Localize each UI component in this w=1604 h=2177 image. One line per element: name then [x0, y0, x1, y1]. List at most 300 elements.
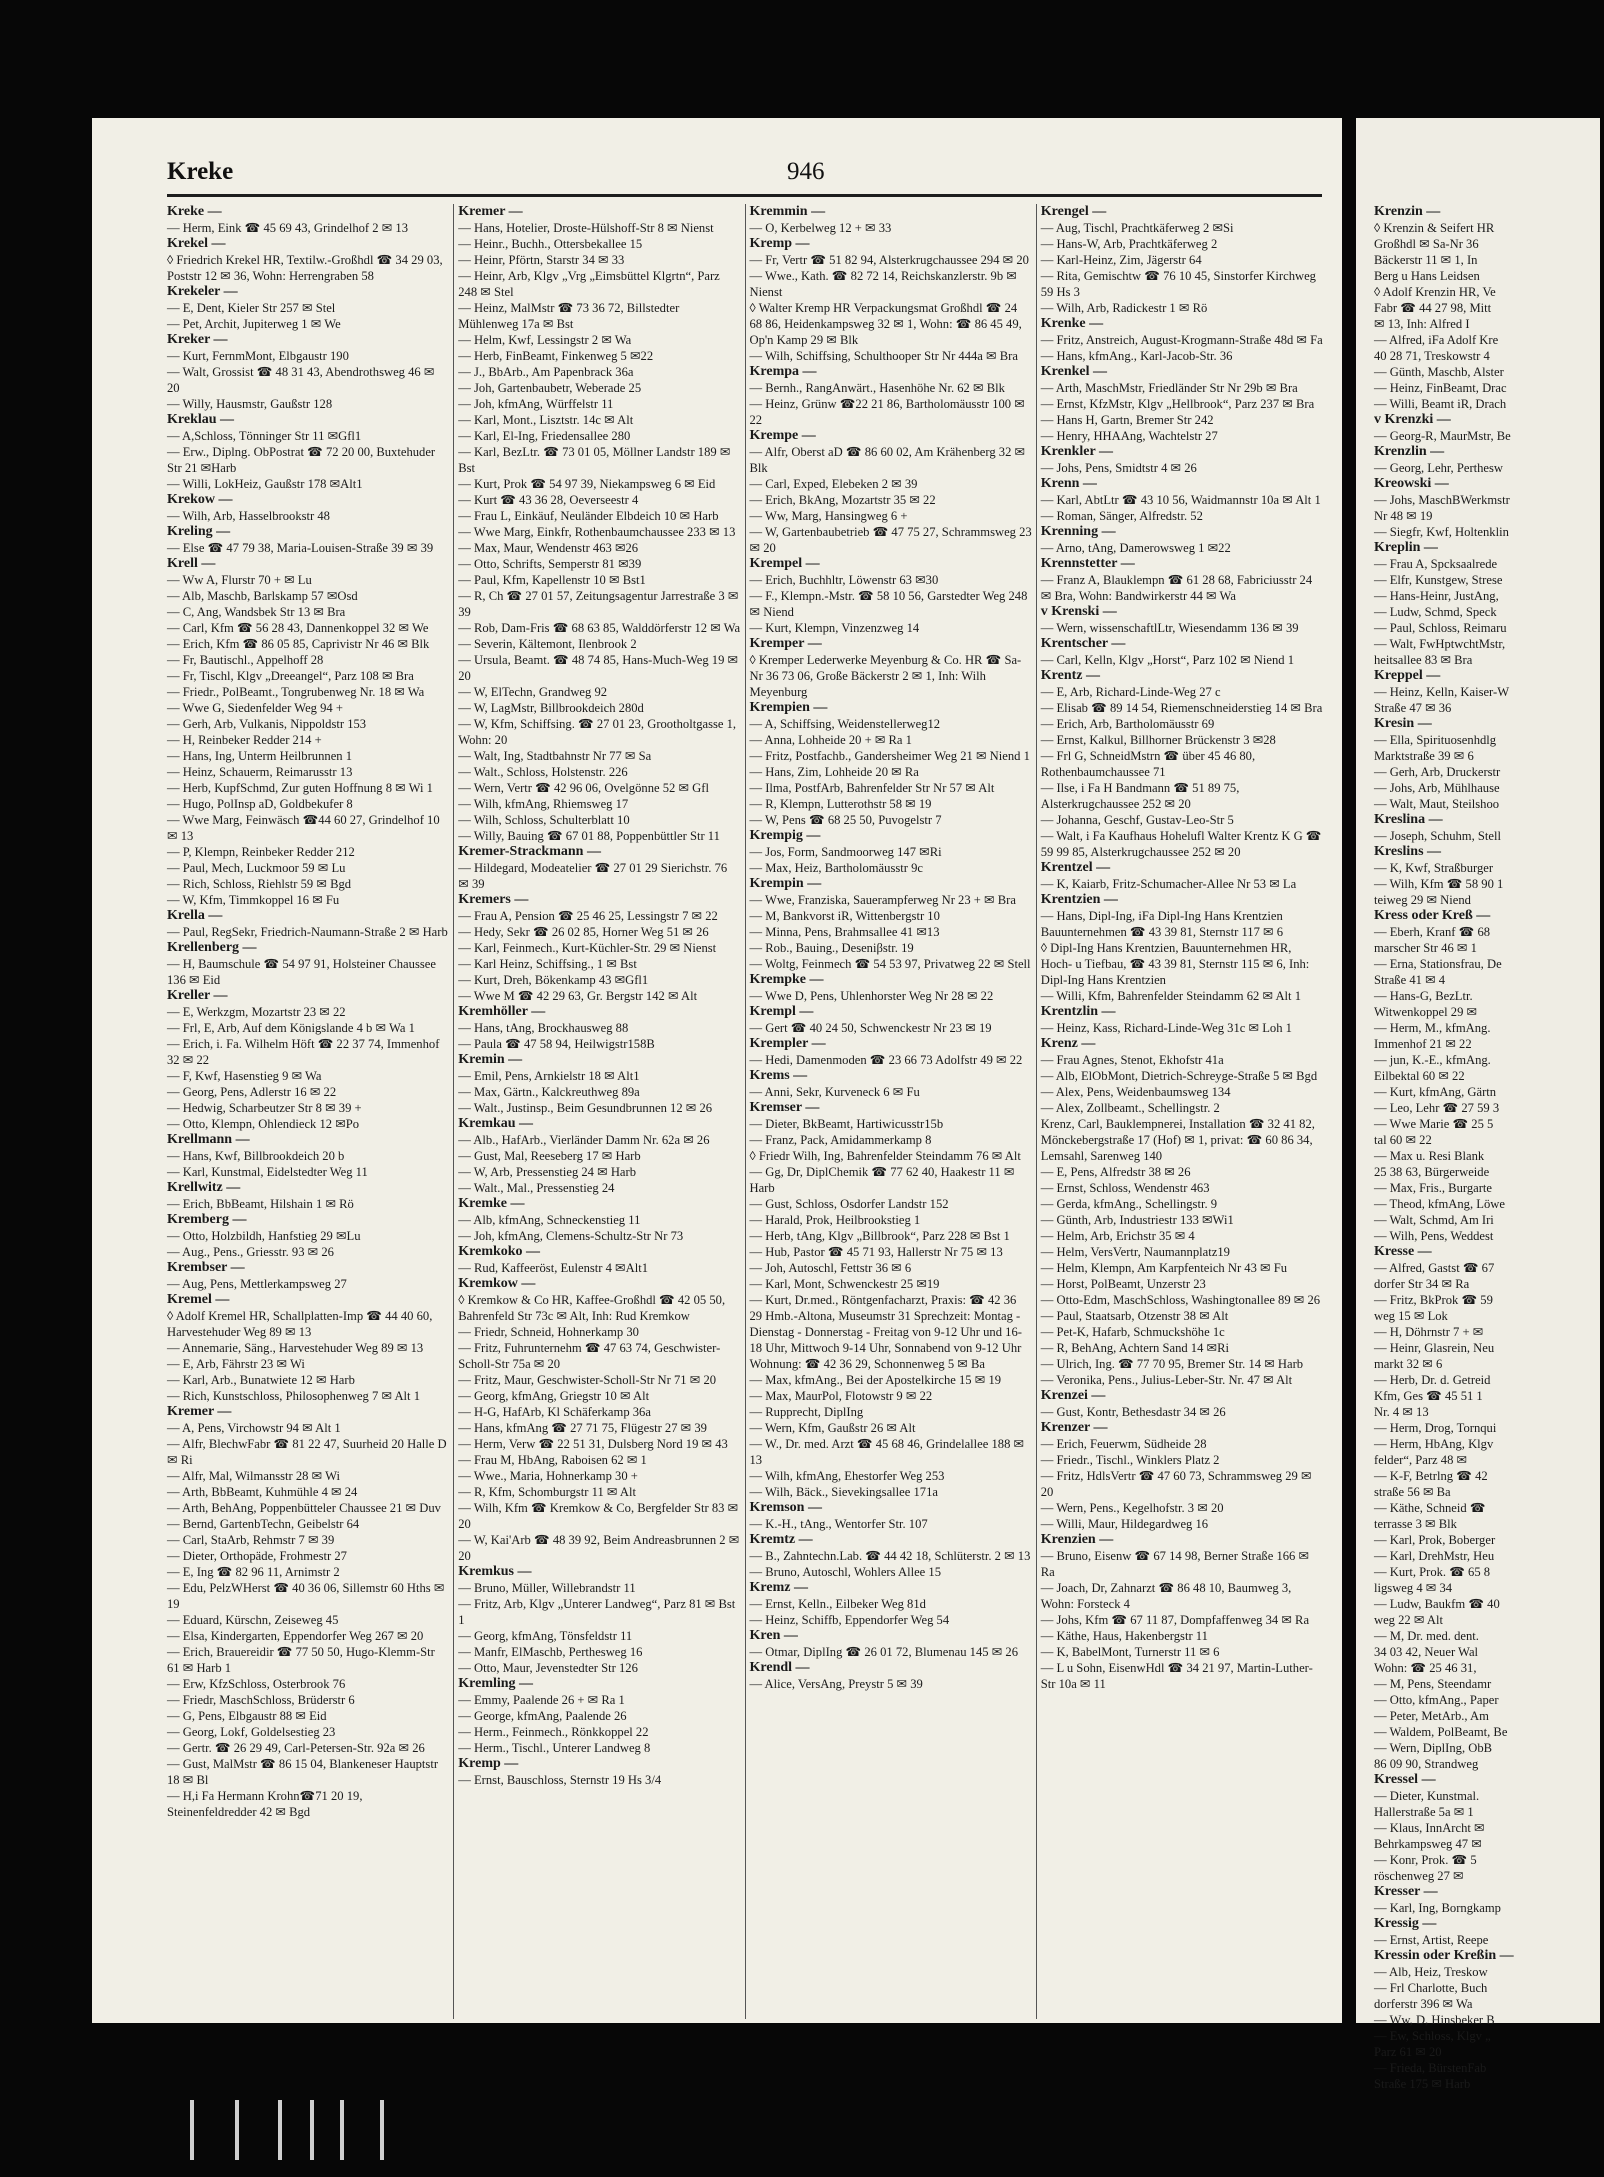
- directory-entry: ◊ Kremper Lederwerke Meyenburg & Co. HR ☎ Sa-Nr 36 73 06, Große Bäckerstr 2 ✉ 1, Inh: Wilh Meyenburg: [749, 653, 1022, 699]
- directory-entry: — Paul, RegSekr, Friedrich-Naumann-Straße 2 ✉ Harb: [167, 925, 448, 939]
- directory-entry: — Rich, Schloss, Riehlstr 59 ✉ Bgd: [167, 877, 352, 891]
- directory-entry: — Klaus, InnArcht ✉: [1374, 1821, 1485, 1835]
- directory-entry: Kremser —: [749, 1100, 820, 1115]
- directory-entry: Krellmann —: [167, 1132, 250, 1147]
- directory-entry: — Frau M, HbAng, Raboisen 62 ✉ 1: [458, 1453, 647, 1467]
- directory-entry: Kreplin —: [1374, 540, 1438, 555]
- directory-entry: — Max, MaurPol, Flotowstr 9 ✉ 22: [749, 1389, 933, 1403]
- directory-entry: — Joseph, Schuhm, Stell: [1374, 829, 1501, 843]
- directory-entry: — Alb, kfmAng, Schneckenstieg 11: [458, 1213, 641, 1227]
- directory-entry: Kreslins —: [1374, 844, 1442, 859]
- directory-entry: — Karl, AbtLtr ☎ 43 10 56, Waidmannstr 10a ✉ Alt 1: [1040, 493, 1321, 507]
- directory-entry: — Max, Maur, Wendenstr 463 ✉26: [458, 541, 639, 555]
- directory-entry: — Paul, Staatsarb, Otzenstr 38 ✉ Alt: [1040, 1309, 1229, 1323]
- directory-entry: — Alb, Heiz, Treskow: [1374, 1965, 1488, 1979]
- directory-entry: — E, Ing ☎ 82 96 11, Arnimstr 2: [167, 1565, 340, 1579]
- directory-entry: Kreling —: [167, 524, 231, 539]
- directory-entry: Kfm, Ges ☎ 45 51 1: [1374, 1389, 1483, 1403]
- directory-entry: — Eberh, Kranf ☎ 68: [1374, 925, 1491, 939]
- directory-entry: — Heinr, Arb, Klgv „Vrg „Eimsbüttel Klgrtn“, Parz 248 ✉ Stel: [458, 269, 720, 299]
- directory-entry: — W, Kfm, Timmkoppel 16 ✉ Fu: [167, 893, 340, 907]
- directory-entry: Krenn —: [1040, 476, 1097, 491]
- directory-entry: — Henry, HHAAng, Wachtelstr 27: [1040, 429, 1218, 443]
- directory-entry: Kresser —: [1374, 1884, 1438, 1899]
- directory-entry: Krenz, Carl, Bauklempnerei, Installation ☎ 32 41 82, Mönckebergstraße 17 (Hof) ✉ 1, privat: ☎ 60 86 34, Lemsahl, Sarenweg 140: [1040, 1117, 1315, 1163]
- directory-entry: — Arth, MaschMstr, Friedländer Str Nr 29b ✉ Bra: [1040, 381, 1298, 395]
- directory-entry: v Krenzki —: [1374, 412, 1451, 427]
- directory-entry: — Arth, BehAng, Poppenbütteler Chaussee 21 ✉ Duv: [167, 1501, 441, 1515]
- directory-entry: Krenzin —: [1374, 204, 1441, 219]
- directory-entry: — Hans, Ing, Unterm Heilbrunnen 1: [167, 749, 353, 763]
- directory-entry: — Joach, Dr, Zahnarzt ☎ 86 48 10, Baumweg 3, Wohn: Forsteck 4: [1040, 1581, 1292, 1611]
- directory-entry: Krendl —: [749, 1660, 810, 1675]
- directory-entry: — Wilh, Schloss, Schulterblatt 10: [458, 813, 630, 827]
- directory-entry: — Manfr, ElMaschb, Perthesweg 16: [458, 1645, 643, 1659]
- directory-entry: — Karl-Heinz, Zim, Jägerstr 64: [1040, 253, 1202, 267]
- directory-entry: — Gust, Schloss, Osdorfer Landstr 152: [749, 1197, 949, 1211]
- directory-entry: — Herb, tAng, Klgv „Billbrook“, Parz 228 ✉ Bst 1: [749, 1229, 1010, 1243]
- directory-entry: — Herb, KupfSchmd, Zur guten Hoffnung 8 ✉ Wi 1: [167, 781, 433, 795]
- directory-entry: — W, Pens ☎ 68 25 50, Puvogelstr 7: [749, 813, 942, 827]
- directory-entry: heitsallee 83 ✉ Bra: [1374, 653, 1473, 667]
- edge-mark: [190, 2100, 194, 2160]
- directory-entry: Kresin —: [1374, 716, 1432, 731]
- directory-entry: — Erich, Brauereidir ☎ 77 50 50, Hugo-Klemm-Str 61 ✉ Harb 1: [167, 1645, 435, 1675]
- directory-entry: ◊ Dipl-Ing Hans Krentzien, Bauunternehmen HR, Hoch- u Tiefbau, ☎ 43 39 81, Sternstr 115 ✉ 6, Inh: Dipl-Ing Hans Krentzien: [1040, 941, 1310, 987]
- directory-entry: — Gg, Dr, DiplChemik ☎ 77 62 40, Haakestr 11 ✉ Harb: [749, 1165, 1015, 1195]
- directory-columns: [167, 204, 1327, 2019]
- directory-entry: — Karl, Mont, Schwenckestr 25 ✉19: [749, 1277, 940, 1291]
- directory-entry: — W, ElTechn, Grandweg 92: [458, 685, 608, 699]
- directory-entry: Kremkoko —: [458, 1244, 541, 1259]
- directory-entry: Krempel —: [749, 556, 820, 571]
- directory-entry: — R, Klempn, Lutterothstr 58 ✉ 19: [749, 797, 932, 811]
- directory-entry: — Gust, MalMstr ☎ 86 15 04, Blankeneser Hauptstr 18 ✉ Bl: [167, 1757, 439, 1787]
- directory-entry: — Aug, Tischl, Prachtkäferweg 2 ✉Si: [1040, 221, 1234, 235]
- directory-entry: — Fritz, Fuhrunternehm ☎ 47 63 74, Geschwister-Scholl-Str 75a ✉ 20: [458, 1341, 721, 1371]
- scan-edge-marks: [190, 2100, 490, 2160]
- directory-entry: — Johs, Kfm ☎ 67 11 87, Dompfaffenweg 34 ✉ Ra: [1040, 1613, 1310, 1627]
- directory-entry: Krems —: [749, 1068, 808, 1083]
- directory-entry: — Rita, Gemischtw ☎ 76 10 45, Sinstorfer Kirchweg 59 Hs 3: [1040, 269, 1316, 299]
- directory-entry: — Otto, Holzbildh, Hanfstieg 29 ✉Lu: [167, 1229, 361, 1243]
- directory-entry: — Frl G, SchneidMstrn ☎ über 45 46 80, Rothenbaumchaussee 71: [1040, 749, 1256, 779]
- directory-entry: — Willi, Beamt iR, Drach: [1374, 397, 1507, 411]
- directory-entry: — A, Schiffsing, Weidenstellerweg12: [749, 717, 941, 731]
- directory-entry: — Karl Heinz, Schiffsing., 1 ✉ Bst: [458, 957, 637, 971]
- directory-entry: — L u Sohn, EisenwHdl ☎ 34 21 97, Martin-Luther-Str 10a ✉ 11: [1040, 1661, 1313, 1691]
- directory-page: [92, 118, 1342, 2023]
- directory-entry: — Herm, Drog, Tornqui: [1374, 1421, 1497, 1435]
- directory-entry: — Helm, Arb, Erichstr 35 ✉ 4: [1040, 1229, 1195, 1243]
- directory-entry: Krenzei —: [1040, 1388, 1106, 1403]
- directory-entry: — Otmar, DiplIng ☎ 26 01 72, Blumenau 145 ✉ 26: [749, 1645, 1018, 1659]
- directory-entry: — Frau Agnes, Stenot, Ekhofstr 41a: [1040, 1053, 1224, 1067]
- directory-entry: — K-F, Betrlng ☎ 42: [1374, 1469, 1488, 1483]
- directory-entry: — Roman, Sänger, Alfredstr. 52: [1040, 509, 1203, 523]
- directory-entry: Krenzer —: [1040, 1420, 1108, 1435]
- directory-entry: — Wilh, kfmAng, Ehestorfer Weg 253: [749, 1469, 945, 1483]
- edge-mark: [278, 2100, 282, 2160]
- directory-entry: — Erich, BbBeamt, Hilshain 1 ✉ Rö: [167, 1197, 354, 1211]
- directory-entry: Behrkampsweg 47 ✉: [1374, 1837, 1482, 1851]
- directory-entry: — Emil, Pens, Arnkielstr 18 ✉ Alt1: [458, 1069, 640, 1083]
- directory-entry: — Fr, Vertr ☎ 51 82 94, Alsterkrugchaussee 294 ✉ 20: [749, 253, 1029, 267]
- directory-entry: — Hans, kfmAng., Karl-Jacob-Str. 36: [1040, 349, 1233, 363]
- directory-entry: — Siegfr, Kwf, Holtenklin: [1374, 525, 1509, 539]
- directory-entry: — M, Pens, Steendamr: [1374, 1677, 1492, 1691]
- directory-entry: — Eduard, Kürschn, Zeiseweg 45: [167, 1613, 339, 1627]
- directory-entry: — Friedr, MaschSchloss, Brüderstr 6: [167, 1693, 355, 1707]
- directory-entry: — Walt, Grossist ☎ 48 31 43, Abendrothsweg 46 ✉ 20: [167, 365, 435, 395]
- directory-entry: — Heinr, Pförtn, Starstr 34 ✉ 33: [458, 253, 625, 267]
- directory-entry: — Aug., Pens., Griesstr. 93 ✉ 26: [167, 1245, 334, 1259]
- directory-entry: — Ernst, Bauschloss, Sternstr 19 Hs 3/4: [458, 1773, 662, 1787]
- directory-entry: Kreklau —: [167, 412, 235, 427]
- directory-entry: — Wilh, Arb, Hasselbrookstr 48: [167, 509, 330, 523]
- directory-entry: — Emmy, Paalende 26 + ✉ Ra 1: [458, 1693, 625, 1707]
- directory-entry: ◊ Friedrich Krekel HR, Textilw.-Großhdl ☎ 34 29 03, Poststr 12 ✉ 36, Wohn: Herrengraben 58: [167, 253, 443, 283]
- directory-entry: — Franz, Pack, Amidammerkamp 8: [749, 1133, 932, 1147]
- directory-entry: — Heinz, MalMstr ☎ 73 36 72, Billstedter Mühlenweg 17a ✉ Bst: [458, 301, 680, 331]
- directory-entry: — Carl, Kfm ☎ 56 28 43, Dannenkoppel 32 ✉ We: [167, 621, 429, 635]
- directory-entry: — H, Döhrnstr 7 + ✉: [1374, 1325, 1484, 1339]
- directory-entry: — jun, K.-E., kfmAng.: [1374, 1053, 1491, 1067]
- directory-entry: — Heinz, Schauerm, Reimarusstr 13: [167, 765, 353, 779]
- directory-entry: — Ursula, Beamt. ☎ 48 74 85, Hans-Much-Weg 19 ✉ 20: [458, 653, 739, 683]
- directory-entry: — Wern, Kfm, Gaußstr 26 ✉ Alt: [749, 1421, 916, 1435]
- directory-entry: ◊ Adolf Krenzin HR, Ve: [1374, 285, 1496, 299]
- directory-entry: ◊ Adolf Kremel HR, Schallplatten-Imp ☎ 44 40 60, Harvestehuder Weg 89 ✉ 13: [167, 1309, 433, 1339]
- directory-entry: — Erna, Stationsfrau, De: [1374, 957, 1502, 971]
- directory-entry: — Alex, Pens, Weidenbaumsweg 134: [1040, 1085, 1231, 1099]
- directory-entry: — Ulrich, Ing. ☎ 77 70 95, Bremer Str. 14 ✉ Harb: [1040, 1357, 1304, 1371]
- directory-entry: — Joh, Gartenbaubetr, Weberade 25: [458, 381, 642, 395]
- directory-entry: Marktstraße 39 ✉ 6: [1374, 749, 1474, 763]
- directory-entry: — Frieda, BürstenFab: [1374, 2061, 1487, 2075]
- directory-entry: — Carl, Exped, Elebeken 2 ✉ 39: [749, 477, 918, 491]
- directory-entry: — E, Arb, Fährstr 23 ✉ Wi: [167, 1357, 305, 1371]
- directory-entry: — K, Kwf, Straßburger: [1374, 861, 1494, 875]
- directory-entry: — Erw, KfzSchloss, Osterbrook 76: [167, 1677, 346, 1691]
- directory-entry: — Hans, Kwf, Billbrookdeich 20 b: [167, 1149, 345, 1163]
- directory-entry: Krempl —: [749, 1004, 814, 1019]
- directory-entry: Kremers —: [458, 892, 529, 907]
- directory-entry: — Hans-W, Arb, Prachtkäferweg 2: [1040, 237, 1218, 251]
- directory-entry: — Kurt, Prok ☎ 54 97 39, Niekampsweg 6 ✉ Eid: [458, 477, 716, 491]
- directory-entry: — Johs, Arb, Mühlhause: [1374, 781, 1500, 795]
- directory-entry: — Fritz, Arb, Klgv „Unterer Landweg“, Parz 81 ✉ Bst 1: [458, 1597, 736, 1627]
- directory-entry: Kremz —: [749, 1580, 808, 1595]
- edge-mark: [310, 2100, 314, 2160]
- directory-entry: — Wwe Marg, Feinwäsch ☎44 60 27, Grindelhof 10 ✉ 13: [167, 813, 440, 843]
- directory-entry: — Ernst, Artist, Reepe: [1374, 1933, 1489, 1947]
- directory-entry: — Ludw, Baukfm ☎ 40: [1374, 1597, 1500, 1611]
- directory-entry: — Heinr, Glasrein, Neu: [1374, 1341, 1495, 1355]
- directory-entry: — W, Kai'Arb ☎ 48 39 92, Beim Andreasbrunnen 2 ✉ 20: [458, 1533, 740, 1563]
- directory-entry: — Hans, Zim, Lohheide 20 ✉ Ra: [749, 765, 919, 779]
- directory-entry: Bäckerstr 11 ✉ 1, In: [1374, 253, 1478, 267]
- column-5-partial: [1374, 204, 1604, 2092]
- directory-entry: — Herm., Tischl., Unterer Landweg 8: [458, 1741, 651, 1755]
- directory-entry: Krekeler —: [167, 284, 238, 299]
- directory-entry: — Heinr., Buchh., Ottersbekallee 15: [458, 237, 643, 251]
- directory-entry: — Fr, Bautischl., Appelhoff 28: [167, 653, 324, 667]
- directory-entry: röschenweg 27 ✉: [1374, 1869, 1464, 1883]
- directory-entry: — Alb., HafArb., Vierländer Damm Nr. 62a ✉ 26: [458, 1133, 710, 1147]
- column-3: [745, 204, 1036, 2019]
- directory-entry: Kressig —: [1374, 1916, 1437, 1931]
- directory-entry: — Erich, BkAng, Mozartstr 35 ✉ 22: [749, 493, 936, 507]
- directory-entry: — Fritz, HdlsVertr ☎ 47 60 73, Schrammsweg 29 ✉ 20: [1040, 1469, 1312, 1499]
- directory-entry: — Wilh, Bäck., Sievekingsallee 171a: [749, 1485, 938, 1499]
- directory-entry: Kremmin —: [749, 204, 826, 219]
- directory-entry: — Alfr, Mal, Wilmansstr 28 ✉ Wi: [167, 1469, 340, 1483]
- directory-entry: — Friedr., Tischl., Winklers Platz 2: [1040, 1453, 1220, 1467]
- directory-entry: — K, BabelMont, Turnerstr 11 ✉ 6: [1040, 1645, 1220, 1659]
- directory-entry: — Herm, Eink ☎ 45 69 43, Grindelhof 2 ✉ 13: [167, 221, 409, 235]
- directory-entry: — Frau L, Einkäuf, Neuländer Elbdeich 10 ✉ Harb: [458, 509, 719, 523]
- directory-entry: — Alex, Zollbeamt., Schellingstr. 2: [1040, 1101, 1220, 1115]
- directory-entry: — Gertr. ☎ 26 29 49, Carl-Petersen-Str. 92a ✉ 26: [167, 1741, 425, 1755]
- directory-entry: — Harald, Prok, Heilbrookstieg 1: [749, 1213, 921, 1227]
- directory-entry: — Annemarie, Säng., Harvestehuder Weg 89 ✉ 13: [167, 1341, 424, 1355]
- directory-entry: 40 28 71, Treskowstr 4: [1374, 349, 1490, 363]
- directory-entry: Krempe —: [749, 428, 816, 443]
- directory-entry: — Otto, kfmAng., Paper: [1374, 1693, 1499, 1707]
- directory-entry: — Joh, kfmAng, Würffelstr 11: [458, 397, 614, 411]
- directory-entry: — Pet-K, Hafarb, Schmuckshöhe 1c: [1040, 1325, 1225, 1339]
- directory-entry: terrasse 3 ✉ Blk: [1374, 1517, 1457, 1531]
- directory-entry: — Georg, kfmAng, Griegstr 10 ✉ Alt: [458, 1389, 650, 1403]
- directory-entry: — C, Ang, Wandsbek Str 13 ✉ Bra: [167, 605, 346, 619]
- directory-entry: — Hans, tAng, Brockhausweg 88: [458, 1021, 629, 1035]
- directory-entry: — Erich, Kfm ☎ 86 05 85, Caprivistr Nr 46 ✉ Blk: [167, 637, 430, 651]
- directory-entry: Kreller —: [167, 988, 228, 1003]
- directory-entry: — Otto, Maur, Jevenstedter Str 126: [458, 1661, 638, 1675]
- directory-entry: — Rupprecht, DiplIng: [749, 1405, 864, 1419]
- directory-entry: — Karl, DrehMstr, Heu: [1374, 1549, 1495, 1563]
- directory-entry: tal 60 ✉ 22: [1374, 1133, 1432, 1147]
- directory-entry: Krempler —: [749, 1036, 826, 1051]
- directory-entry: — Heinz, Schiffb, Eppendorfer Weg 54: [749, 1613, 950, 1627]
- directory-entry: — Fr, Tischl, Klgv „Dreeangel“, Parz 108 ✉ Bra: [167, 669, 414, 683]
- directory-entry: — Bernh., RangAnwärt., Hasenhöhe Nr. 62 ✉ Blk: [749, 381, 1005, 395]
- directory-entry: — Frl Charlotte, Buch: [1374, 1981, 1488, 1995]
- directory-entry: — Max, Fris., Burgarte: [1374, 1181, 1492, 1195]
- directory-entry: Krempke —: [749, 972, 824, 987]
- directory-entry: — Arth, BbBeamt, Kuhmühle 4 ✉ 24: [167, 1485, 358, 1499]
- directory-entry: Nr. 4 ✉ 13: [1374, 1405, 1429, 1419]
- directory-entry: — Herm., Feinmech., Rönkkoppel 22: [458, 1725, 649, 1739]
- directory-entry: — Kurt, FernmMont, Elbgaustr 190: [167, 349, 349, 363]
- directory-entry: — H, Baumschule ☎ 54 97 91, Holsteiner Chaussee 136 ✉ Eid: [167, 957, 436, 987]
- directory-entry: — E, Arb, Richard-Linde-Weg 27 c: [1040, 685, 1221, 699]
- directory-entry: Parz 61 ✉ 20: [1374, 2045, 1442, 2059]
- edge-mark: [340, 2100, 344, 2160]
- directory-entry: — Karl, BezLtr. ☎ 73 01 05, Möllner Landstr 189 ✉ Bst: [458, 445, 731, 475]
- directory-entry: — Hans, kfmAng ☎ 27 71 75, Flügestr 27 ✉ 39: [458, 1421, 707, 1435]
- directory-entry: Kremberg —: [167, 1212, 247, 1227]
- directory-entry: — Georg, Lehr, Perthesw: [1374, 461, 1504, 475]
- directory-entry: — Heinz, FinBeamt, Drac: [1374, 381, 1507, 395]
- directory-entry: Kressin oder Kreßin —: [1374, 1948, 1514, 1963]
- directory-entry: — Ew, Schloss, Klgv „: [1374, 2029, 1491, 2043]
- directory-entry: — Helm, Klempn, Am Karpfenteich Nr 43 ✉ Fu: [1040, 1261, 1288, 1275]
- directory-entry: 86 09 90, Strandweg: [1374, 1757, 1479, 1771]
- directory-entry: — R, BehAng, Achtern Sand 14 ✉Ri: [1040, 1341, 1230, 1355]
- directory-entry: — Bruno, Eisenw ☎ 67 14 98, Berner Straße 166 ✉ Ra: [1040, 1549, 1310, 1579]
- directory-entry: — Wern, Pens., Kegelhofstr. 3 ✉ 20: [1040, 1501, 1224, 1515]
- directory-entry: — Ernst, Schloss, Wendenstr 463: [1040, 1181, 1210, 1195]
- directory-entry: — A, Pens, Virchowstr 94 ✉ Alt 1: [167, 1421, 341, 1435]
- directory-entry: Krembser —: [167, 1260, 245, 1275]
- directory-entry: — Ludw, Schmd, Speck: [1374, 605, 1497, 619]
- directory-entry: Krentz —: [1040, 668, 1100, 683]
- directory-entry: — Gert ☎ 40 24 50, Schwenckestr Nr 23 ✉ 19: [749, 1021, 992, 1035]
- directory-entry: markt 32 ✉ 6: [1374, 1357, 1443, 1371]
- directory-entry: — Karl, Arb., Bunatwiete 12 ✉ Harb: [167, 1373, 355, 1387]
- directory-entry: — Fritz, Maur, Geschwister-Scholl-Str Nr 71 ✉ 20: [458, 1373, 717, 1387]
- directory-entry: — Willy, Bauing ☎ 67 01 88, Poppenbüttler Str 11: [458, 829, 720, 843]
- directory-entry: — Walt., Mal., Pressenstieg 24: [458, 1181, 615, 1195]
- directory-entry: — Johanna, Geschf, Gustav-Leo-Str 5: [1040, 813, 1234, 827]
- directory-entry: — Wwe, Franziska, Sauerampferweg Nr 23 + ✉ Bra: [749, 893, 1016, 907]
- directory-entry: Kremling —: [458, 1676, 534, 1691]
- directory-entry: dorferstr 396 ✉ Wa: [1374, 1997, 1473, 2011]
- directory-entry: — Käthe, Haus, Hakenbergstr 11: [1040, 1629, 1208, 1643]
- directory-entry: — Gust, Mal, Reeseberg 17 ✉ Harb: [458, 1149, 641, 1163]
- directory-entry: — Wern, wissenschaftlLtr, Wiesendamm 136 ✉ 39: [1040, 621, 1299, 635]
- directory-entry: — Wwe., Maria, Hohnerkamp 30 +: [458, 1469, 638, 1483]
- directory-entry: — Hans-G, BezLtr.: [1374, 989, 1473, 1003]
- directory-entry: — Jos, Form, Sandmoorweg 147 ✉Ri: [749, 845, 942, 859]
- directory-entry: — Wwe D, Pens, Uhlenhorster Weg Nr 28 ✉ 22: [749, 989, 994, 1003]
- directory-entry: — B., Zahntechn.Lab. ☎ 44 42 18, Schlüterstr. 2 ✉ 13: [749, 1549, 1031, 1563]
- directory-entry: Fabr ☎ 44 27 98, Mitt: [1374, 301, 1492, 315]
- directory-entry: — Rob, Dam-Fris ☎ 68 63 85, Walddörferstr 12 ✉ Wa: [458, 621, 741, 635]
- directory-entry: — Georg-R, MaurMstr, Be: [1374, 429, 1511, 443]
- directory-entry: Kremson —: [749, 1500, 822, 1515]
- directory-entry: — Alfred, Gastst ☎ 67: [1374, 1261, 1495, 1275]
- directory-entry: — Gerh, Arb, Druckerstr: [1374, 765, 1501, 779]
- directory-entry: — Hans H, Gartn, Bremer Str 242: [1040, 413, 1214, 427]
- directory-entry: — Wern, DiplIng, ObB: [1374, 1741, 1493, 1755]
- directory-entry: — Ernst, Kalkul, Billhorner Brückenstr 3 ✉28: [1040, 733, 1276, 747]
- directory-entry: Krempig —: [749, 828, 821, 843]
- directory-entry: — Paul, Mech, Luckmoor 59 ✉ Lu: [167, 861, 346, 875]
- directory-entry: Krentzel —: [1040, 860, 1111, 875]
- directory-entry: — Frl, E, Arb, Auf dem Königslande 4 b ✉ Wa 1: [167, 1021, 415, 1035]
- directory-entry: Krenzien —: [1040, 1532, 1114, 1547]
- directory-entry: — Karl, Kunstmal, Eidelstedter Weg 11: [167, 1165, 368, 1179]
- directory-entry: — E, Pens, Alfredstr 38 ✉ 26: [1040, 1165, 1191, 1179]
- directory-entry: — George, kfmAng, Paalende 26: [458, 1709, 627, 1723]
- directory-entry: — Georg, Pens, Adlerstr 16 ✉ 22: [167, 1085, 337, 1099]
- directory-entry: Kressel —: [1374, 1772, 1436, 1787]
- directory-entry: — Heinz, Kelln, Kaiser-W: [1374, 685, 1510, 699]
- directory-entry: — Hans, Dipl-Ing, iFa Dipl-Ing Hans Krentzien Bauunternehmen ☎ 43 39 81, Sternstr 117 ✉ 6: [1040, 909, 1284, 939]
- directory-entry: Kremp —: [749, 236, 810, 251]
- directory-entry: — Hans, Hotelier, Droste-Hülshoff-Str 8 ✉ Nienst: [458, 221, 714, 235]
- directory-entry: Berg u Hans Leidsen: [1374, 269, 1480, 283]
- directory-entry: — Herm, Verw ☎ 22 51 31, Dulsberg Nord 19 ✉ 43: [458, 1437, 728, 1451]
- directory-entry: Kreppel —: [1374, 668, 1441, 683]
- directory-entry: — Ernst, Kelln., Eilbeker Weg 81d: [749, 1597, 926, 1611]
- directory-entry: — Severin, Kältemont, Ilenbrook 2: [458, 637, 637, 651]
- directory-entry: — Wilh, Kfm ☎ Kremkow & Co, Bergfelder Str 83 ✉ 20: [458, 1501, 739, 1531]
- directory-entry: — Georg, kfmAng, Tönsfeldstr 11: [458, 1629, 633, 1643]
- directory-entry: — Elisab ☎ 89 14 54, Riemenschneiderstieg 14 ✉ Bra: [1040, 701, 1323, 715]
- directory-entry: — Alb, Maschb, Barlskamp 57 ✉Osd: [167, 589, 358, 603]
- directory-entry: — Fritz, Anstreich, August-Krogmann-Straße 48d ✉ Fa: [1040, 333, 1323, 347]
- directory-entry: — Frau A, Pension ☎ 25 46 25, Lessingstr 7 ✉ 22: [458, 909, 718, 923]
- directory-entry: — Carl, StaArb, Rehmstr 7 ✉ 39: [167, 1533, 335, 1547]
- directory-entry: Kremper —: [749, 636, 822, 651]
- directory-entry: — Elsa, Kindergarten, Eppendorfer Weg 267 ✉ 20: [167, 1629, 424, 1643]
- directory-entry: — Karl, Mont., Lisztstr. 14c ✉ Alt: [458, 413, 634, 427]
- directory-entry: Nr 48 ✉ 19: [1374, 509, 1433, 523]
- directory-entry: Krenkel —: [1040, 364, 1107, 379]
- directory-entry: Kremer —: [167, 1404, 232, 1419]
- directory-entry: — A,Schloss, Tönninger Str 11 ✉Gfl1: [167, 429, 362, 443]
- directory-entry: Straße 47 ✉ 36: [1374, 701, 1452, 715]
- directory-entry: — Alb, ElObMont, Dietrich-Schreyge-Straße 5 ✉ Bgd: [1040, 1069, 1318, 1083]
- header-rule: [167, 194, 1322, 197]
- directory-entry: — Kurt ☎ 43 36 28, Oeverseestr 4: [458, 493, 639, 507]
- directory-entry: — Willy, Hausmstr, Gaußstr 128: [167, 397, 333, 411]
- edge-mark: [380, 2100, 384, 2160]
- directory-entry: — Kurt, Dreh, Bökenkamp 43 ✉Gfl1: [458, 973, 649, 987]
- directory-entry: Krenning —: [1040, 524, 1116, 539]
- directory-entry: Kremp —: [458, 1756, 519, 1771]
- directory-entry: — Pet, Archit, Jupiterweg 1 ✉ We: [167, 317, 341, 331]
- directory-entry: Kremkus —: [458, 1564, 532, 1579]
- directory-entry: — Hugo, PolInsp aD, Goldbekufer 8: [167, 797, 353, 811]
- directory-entry: — Helm, Kwf, Lessingstr 2 ✉ Wa: [458, 333, 632, 347]
- directory-entry: — Alfr, BlechwFabr ☎ 81 22 47, Suurheid 20 Halle D ✉ Ri: [167, 1437, 447, 1467]
- directory-entry: — R, Kfm, Schomburgstr 11 ✉ Alt: [458, 1485, 637, 1499]
- directory-entry: — M, Dr. med. dent.: [1374, 1629, 1479, 1643]
- directory-entry: — Otto-Edm, MaschSchloss, Washingtonallee 89 ✉ 26: [1040, 1293, 1321, 1307]
- directory-entry: — Gust, Kontr, Bethesdastr 34 ✉ 26: [1040, 1405, 1226, 1419]
- directory-entry: — W, Kfm, Schiffsing. ☎ 27 01 23, Grootholtgasse 1, Wohn: 20: [458, 717, 737, 747]
- directory-entry: — Erich, Feuerwm, Südheide 28: [1040, 1437, 1207, 1451]
- directory-entry: — K, Kaiarb, Fritz-Schumacher-Allee Nr 53 ✉ La: [1040, 877, 1297, 891]
- directory-entry: Krellenberg —: [167, 940, 257, 955]
- header-guide-word: Kreke: [167, 158, 234, 185]
- directory-entry: — Franz A, Blauklempn ☎ 61 28 68, Fabriciusstr 24 ✉ Bra, Wohn: Bandwirkerstr 44 ✉ Wa: [1040, 573, 1313, 603]
- directory-entry: — Elfr, Kunstgew, Strese: [1374, 573, 1503, 587]
- directory-entry: — O, Kerbelweg 12 + ✉ 33: [749, 221, 892, 235]
- directory-entry: Krenkler —: [1040, 444, 1113, 459]
- directory-entry: Kremkau —: [458, 1116, 534, 1131]
- directory-entry: Kremer —: [458, 204, 523, 219]
- directory-entry: — Anni, Sekr, Kurveneck 6 ✉ Fu: [749, 1085, 920, 1099]
- directory-entry: — Wwe Marg, Einkfr, Rothenbaumchaussee 233 ✉ 13: [458, 525, 736, 539]
- directory-entry: — E, Dent, Kieler Str 257 ✉ Stel: [167, 301, 336, 315]
- directory-entry: — E, Werkzgm, Mozartstr 23 ✉ 22: [167, 1005, 346, 1019]
- column-4: [1036, 204, 1327, 2019]
- directory-entry: — Willi, Kfm, Bahrenfelder Steindamm 62 ✉ Alt 1: [1040, 989, 1301, 1003]
- directory-entry: — Hedy, Sekr ☎ 26 02 85, Horner Weg 51 ✉ 26: [458, 925, 709, 939]
- directory-entry: — H,i Fa Hermann Krohn☎71 20 19, Steinenfeldredder 42 ✉ Bgd: [167, 1789, 363, 1819]
- directory-entry: Krempa —: [749, 364, 817, 379]
- directory-entry: — Kurt, Prok. ☎ 65 8: [1374, 1565, 1491, 1579]
- directory-entry: — Hans-Heinr, JustAng,: [1374, 589, 1499, 603]
- directory-entry: — Kurt, kfmAng, Gärtn: [1374, 1085, 1497, 1099]
- directory-entry: — Alfr, Oberst aD ☎ 86 60 02, Am Krähenberg 32 ✉ Blk: [749, 445, 1026, 475]
